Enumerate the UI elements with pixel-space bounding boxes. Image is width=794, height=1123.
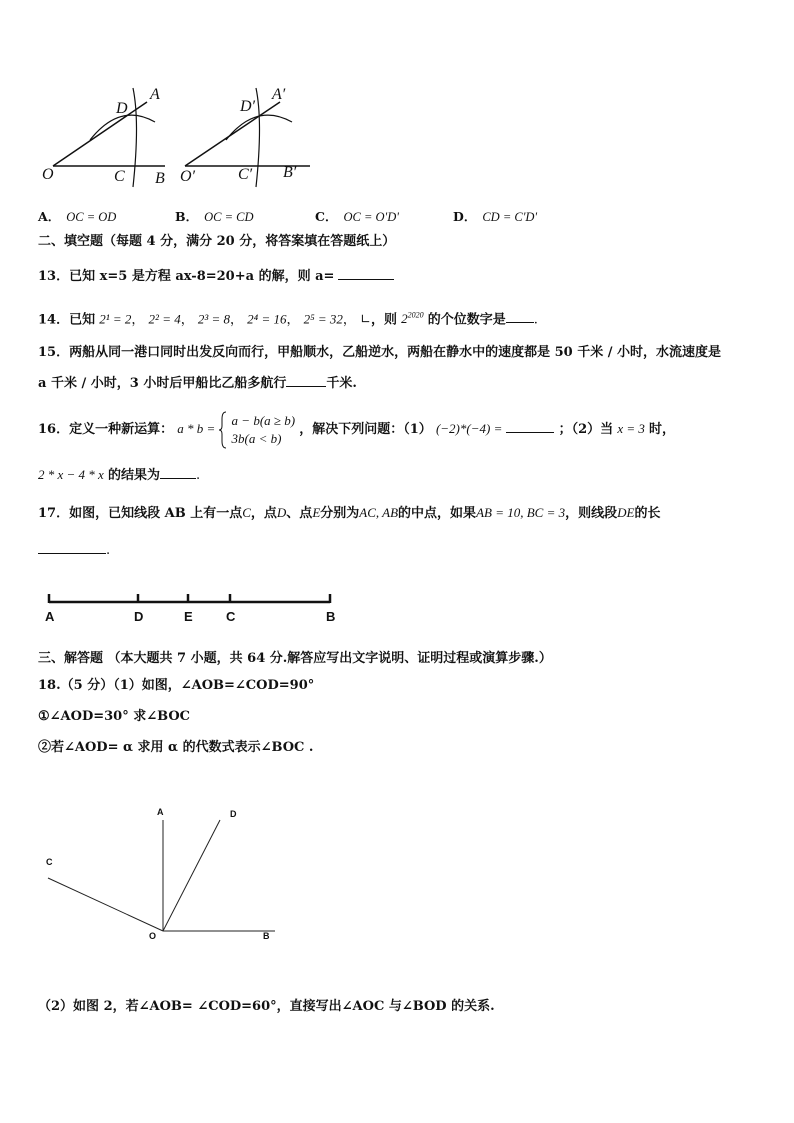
label-c-prime: C′ (238, 166, 253, 183)
label-a: A (150, 86, 160, 103)
question-17-blank: . (38, 541, 110, 560)
label-c: C (114, 168, 125, 185)
label-o: O (42, 166, 54, 183)
question-18-part-2: （2）如图 2，若∠AOB= ∠COD=60°，直接写出∠AOC 与∠BOD 的关系. (38, 999, 495, 1014)
ray-o2a2 (185, 102, 280, 166)
answer-blank (338, 267, 394, 280)
angle-label-d: D (230, 809, 237, 819)
ray-od (163, 820, 220, 931)
brace-icon (219, 411, 227, 449)
label-b: B (155, 170, 165, 187)
q12-left-figure (53, 88, 165, 187)
question-18-line-3: ②若∠AOD= α 求用 α 的代数式表示∠BOC . (38, 740, 314, 755)
option-c: C． OC = O'D' (315, 209, 399, 224)
segment-label-e: E (184, 609, 193, 624)
question-18-line-1: 18.（5 分）（1）如图，∠AOB=∠COD=90° (38, 678, 315, 693)
label-o-prime: O′ (180, 168, 196, 185)
question-13: 13．已知 x=5 是方程 ax-8=20+a 的解，则 a= (38, 267, 394, 286)
section-2-title: 二、填空题（每题 4 分，满分 20 分，将答案填在答题纸上） (38, 234, 396, 249)
option-a: A． OC = OD (38, 209, 117, 224)
question-18-line-2: ①∠AOD=30° 求∠BOC (38, 709, 191, 724)
question-17: 17．如图，已知线段 AB 上有一点C，点D、点E分别为AC, AB的中点，如果AB = 10, BC = 3，则线段DE的长 (38, 505, 661, 521)
angle-figure (40, 800, 290, 940)
label-d: D (116, 100, 128, 117)
ray-oa (53, 102, 147, 166)
angle-label-o: O (149, 931, 157, 941)
section-3-title: 三、解答题 （本大题共 7 小题，共 64 分.解答应写出文字说明、证明过程或演算步骤.） (38, 651, 552, 666)
arc-cd (133, 88, 137, 187)
segment-label-b: B (326, 609, 336, 624)
option-b: B． OC = CD (175, 209, 254, 224)
label-d-prime: D′ (240, 98, 256, 115)
segment-label-d: D (134, 609, 144, 624)
question-16-line-2: 2 * x − 4 * x 的结果为 . (38, 467, 201, 483)
question-15-line-2: a 千米 / 小时，3 小时后甲船比乙船多航行 千米. (38, 376, 357, 391)
angle-label-c: C (46, 857, 53, 867)
label-a-prime: A′ (272, 86, 286, 103)
question-15-line-1: 15．两船从同一港口同时出发反向而行，甲船顺水，乙船逆水，两船在静水中的速度都是 50 千米 / 小时，水流速度是 (38, 345, 722, 360)
question-16: 16．定义一种新运算： a * b = a − b(a ≥ b) 3b(a < b) ，解决下列问题：（1） (−2)*(−4) = ；（2）当 x = 3 时， (38, 409, 675, 450)
question-14: 14．已知 2¹ = 2， 2² = 4， 2³ = 8， 2⁴ = 16， 2⁵ = 32， ∟，则 $2^{2020}$ 的个位数字是 . (38, 311, 538, 328)
angle-label-b: B (263, 931, 270, 941)
arc-c2d2 (256, 88, 260, 187)
label-b-prime: B′ (283, 164, 297, 181)
segment-label-c: C (226, 609, 236, 624)
ray-oc (48, 878, 163, 931)
segment-label-a: A (45, 609, 55, 624)
angle-label-a: A (157, 807, 164, 817)
option-d: D． CD = C'D' (453, 209, 538, 224)
segment-figure (40, 590, 340, 608)
